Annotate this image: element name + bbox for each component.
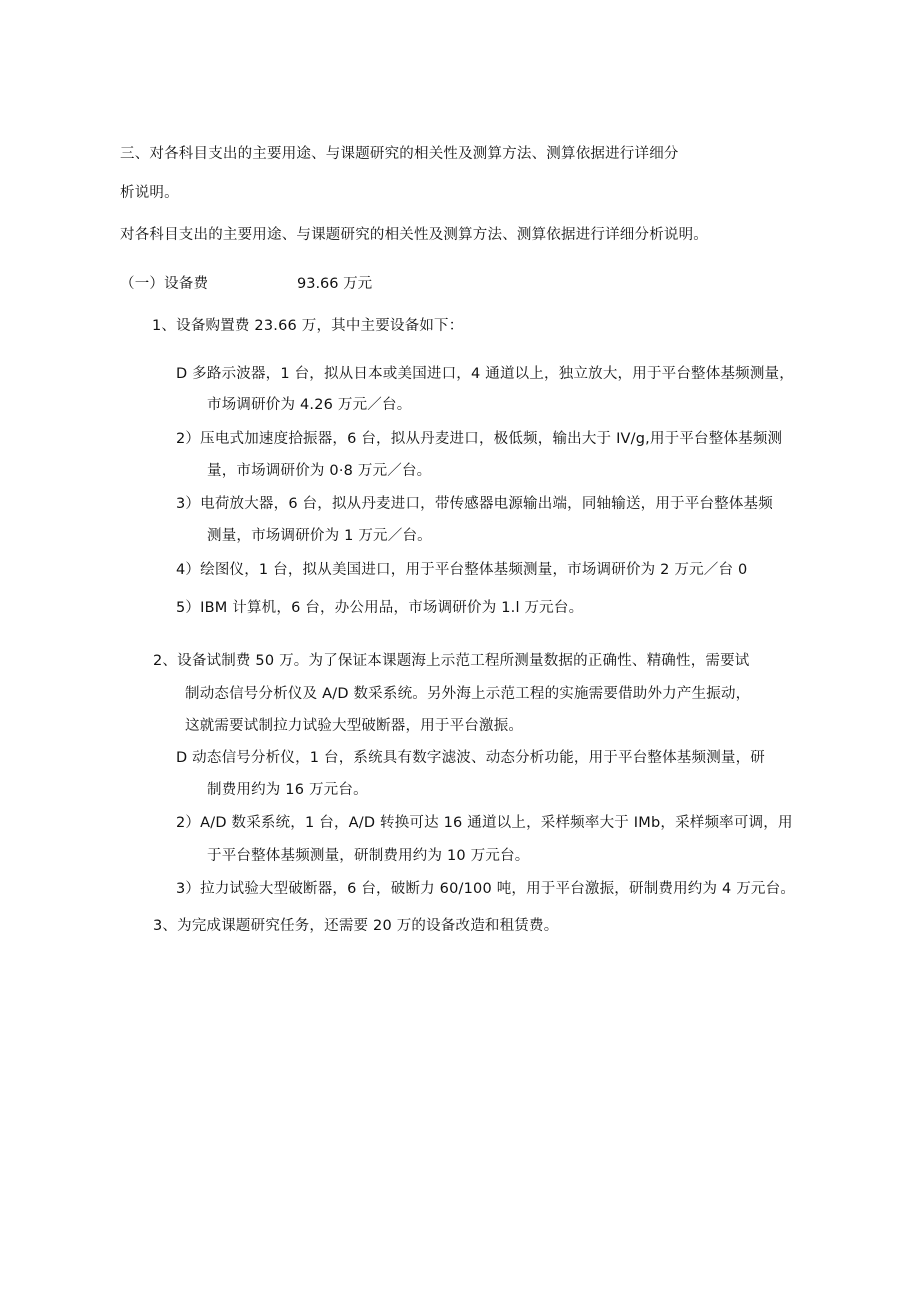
item-1-sub-5-line-1: 5）IBM 计算机，6 台，办公用品，市场调研价为 1.l 万元台。 bbox=[176, 600, 584, 616]
item-2-sub-2-line-2: 于平台整体基频测量，研制费用约为 10 万元台。 bbox=[207, 848, 530, 864]
section-heading-line-1: 三、对各科目支出的主要用途、与课题研究的相关性及测算方法、测算依据进行详细分 bbox=[120, 146, 679, 162]
item-1-sub-2-line-1: 2）压电式加速度拾振器，6 台，拟从丹麦进口，极低频，输出大于 IV/g,用于平台整体基频测 bbox=[176, 431, 783, 447]
item-1-sub-3-line-1: 3）电荷放大器，6 台，拟从丹麦进口，带传感器电源输出端，同轴输送，用于平台整体基频 bbox=[176, 496, 773, 512]
item-1-sub-1-line-1: D 多路示波器，1 台，拟从日本或美国进口，4 通道以上，独立放大，用于平台整体基频测量， bbox=[176, 366, 794, 382]
equipment-section-amount: 93.66 万元 bbox=[297, 276, 373, 292]
item-2-title-line-2: 制动态信号分析仪及 A/D 数采系统。另外海上示范工程的实施需要借助外力产生振动， bbox=[185, 686, 751, 702]
item-2-sub-2-line-1: 2）A/D 数采系统，1 台，A/D 转换可达 16 通道以上，采样频率大于 IMb，采样频率可调，用 bbox=[176, 815, 793, 831]
item-2-sub-3-line-1: 3）拉力试验大型破断器，6 台，破断力 60/100 吨，用于平台激振，研制费用约为 4 万元台。 bbox=[176, 881, 796, 897]
item-1-sub-2-line-2: 量，市场调研价为 0·8 万元／台。 bbox=[207, 463, 432, 479]
item-1-sub-4-line-1: 4）绘图仪，1 台，拟从美国进口，用于平台整体基频测量，市场调研价为 2 万元／台 0 bbox=[176, 562, 748, 578]
item-2-title-line-3: 这就需要试制拉力试验大型破断器，用于平台激振。 bbox=[185, 718, 524, 734]
item-3-title: 3、为完成课题研究任务，还需要 20 万的设备改造和租赁费。 bbox=[153, 918, 559, 934]
item-2-sub-1-line-2: 制费用约为 16 万元台。 bbox=[207, 782, 368, 798]
item-2-title-line-1: 2、设备试制费 50 万。为了保证本课题海上示范工程所测量数据的正确性、精确性，需要试 bbox=[153, 653, 750, 669]
section-heading-line-2: 析说明。 bbox=[120, 185, 179, 201]
item-1-title: 1、设备购置费 23.66 万，其中主要设备如下： bbox=[152, 318, 464, 334]
intro-paragraph: 对各科目支出的主要用途、与课题研究的相关性及测算方法、测算依据进行详细分析说明。 bbox=[120, 227, 708, 243]
item-1-sub-3-line-2: 测量，市场调研价为 1 万元／台。 bbox=[207, 528, 432, 544]
item-1-sub-1-line-2: 市场调研价为 4.26 万元／台。 bbox=[207, 397, 412, 413]
equipment-section-label: （一）设备费 bbox=[120, 276, 209, 292]
item-2-sub-1-line-1: D 动态信号分析仪，1 台，系统具有数字滤波、动态分析功能，用于平台整体基频测量，研 bbox=[176, 750, 766, 766]
